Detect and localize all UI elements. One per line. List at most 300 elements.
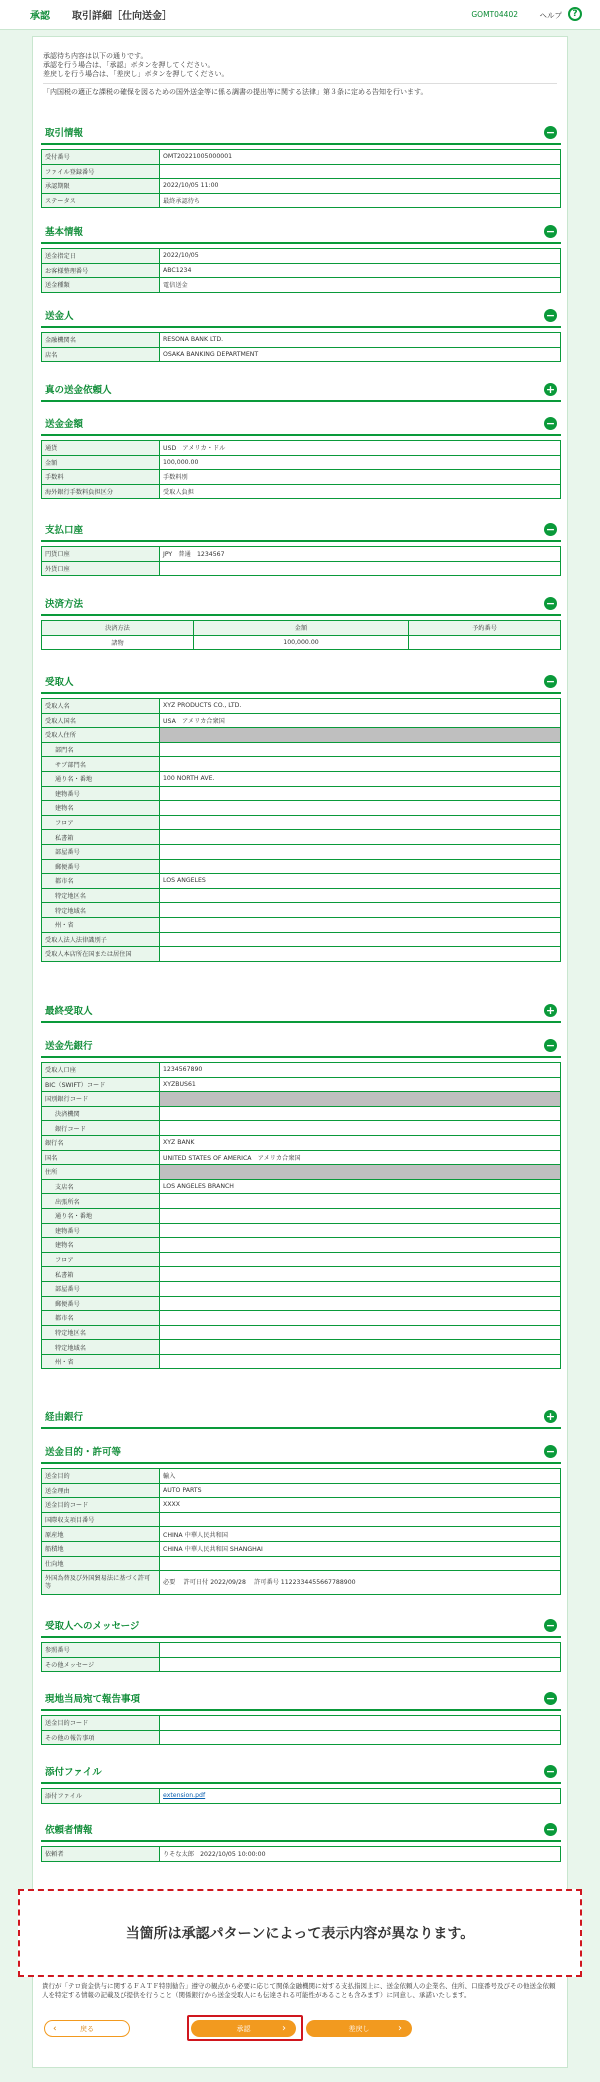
field-label: 郵便番号 [42,859,160,874]
reject-button[interactable] [306,2020,412,2037]
back-button-label: 戻る [80,2024,94,2033]
field-label: 原産地 [42,1527,160,1542]
table-row [42,1340,561,1355]
field-label: 州・省 [42,917,160,932]
field-label: その他メッセージ [42,1657,160,1672]
section-header[interactable] [41,1440,561,1464]
field-label: 受付番号 [42,150,160,165]
field-label: 受取人口座 [42,1063,160,1078]
field-value: XYZBUS61 [160,1077,561,1092]
field-label: 都市名 [42,874,160,889]
approve-button[interactable] [191,2020,296,2037]
table-row [42,1063,561,1078]
section-header[interactable] [41,1405,561,1429]
section-header[interactable] [41,1614,561,1638]
field-label: 送金目的コード [42,1498,160,1513]
field-label: 添付ファイル [42,1789,160,1804]
field-label: 受取人法人法律識別子 [42,932,160,947]
field-label: 承認期限 [42,179,160,194]
field-value [160,1512,561,1527]
field-value: 100,000.00 [160,455,561,470]
table-row [42,1469,561,1484]
section-title: 決済方法 [45,599,84,610]
field-label: フロア [42,1252,160,1267]
field-value [160,1657,561,1672]
field-value: AUTO PARTS [160,1483,561,1498]
back-button[interactable] [44,2020,130,2037]
table-row [42,728,561,743]
field-label: 特定地域名 [42,903,160,918]
table-row [42,1106,561,1121]
field-value [160,801,561,816]
table-row [42,484,561,499]
table-row [42,1092,561,1107]
field-value: XYZ PRODUCTS CO., LTD. [160,699,561,714]
field-value [160,742,561,757]
field-value: OSAKA BANKING DEPARTMENT [160,347,561,362]
section-torihiki [41,121,561,208]
table-row [42,455,561,470]
field-value: OMT20221005000001 [160,150,561,165]
top-bar [0,0,600,30]
field-label: 建物番号 [42,1223,160,1238]
section-header[interactable] [41,518,561,542]
table-row [42,249,561,264]
table-row [42,441,561,456]
field-label: 州・省 [42,1354,160,1369]
attachment-link[interactable]: extension.pdf [163,1792,206,1800]
field-label: 銀行名 [42,1135,160,1150]
field-value [160,830,561,845]
section-keiyu [41,1405,561,1429]
collapse-icon[interactable]: − [545,1691,556,1705]
collapse-icon[interactable]: − [545,416,556,430]
field-value: UNITED STATES OF AMERICA アメリカ合衆国 [160,1150,561,1165]
table-row [42,815,561,830]
section-title: 取引情報 [45,128,84,139]
field-value [160,1165,561,1180]
field-value [160,903,561,918]
field-label: 海外銀行手数料負担区分 [42,484,160,499]
table-cell: 100,000.00 [193,635,408,650]
field-label: 受取人名 [42,699,160,714]
field-label: 店名 [42,347,160,362]
collapse-icon[interactable]: − [545,674,556,688]
section-title: 真の送金依頼人 [45,385,112,396]
page-title: 承認 [30,11,50,22]
section-header[interactable] [41,592,561,616]
collapse-icon[interactable]: − [545,596,556,610]
section-genchi [41,1687,561,1745]
table-row [42,1281,561,1296]
genchi-table [41,1715,561,1745]
table-row [42,547,561,562]
table-row [42,150,561,165]
expand-icon[interactable]: + [545,1409,556,1423]
field-value: LOS ANGELES [160,874,561,889]
torihiki-table [41,149,561,208]
section-header[interactable] [41,1034,561,1058]
table-row [42,1556,561,1571]
field-label: 手数料 [42,470,160,485]
field-label: 部屋番号 [42,1281,160,1296]
field-value: 必要 許可日付 2022/09/28 許可番号 1122334455667788900 [160,1571,561,1595]
section-title: 支払口座 [45,525,84,536]
field-label: ステータス [42,193,160,208]
uketori-table [41,698,561,962]
field-value [160,561,561,576]
field-label: 特定地域名 [42,1340,160,1355]
field-label: 送金目的コード [42,1716,160,1731]
table-row [42,1135,561,1150]
soukinsaki-table [41,1062,561,1369]
collapse-icon[interactable]: − [545,1618,556,1632]
section-title: 最終受取人 [45,1006,93,1017]
field-label: お客様整理番号 [42,263,160,278]
table-row [42,1325,561,1340]
table-row [42,1194,561,1209]
table-row [42,179,561,194]
field-value [160,1296,561,1311]
intro-line: 差戻しを行う場合は、「差戻し」ボタンを押してください。 [43,70,229,78]
section-mokuteki [41,1440,561,1595]
table-row [42,699,561,714]
chevron-right-icon: › [398,2023,402,2034]
table-row [42,347,561,362]
field-label: 受取人住所 [42,728,160,743]
field-label: 船積地 [42,1541,160,1556]
section-kingaku [41,412,561,499]
field-value [160,757,561,772]
field-value [160,1643,561,1658]
field-value [160,844,561,859]
field-label: 部屋番号 [42,844,160,859]
table-row [42,801,561,816]
section-title: 添付ファイル [45,1767,102,1778]
field-value: LOS ANGELES BRANCH [160,1179,561,1194]
field-label: 通り名・番地 [42,1208,160,1223]
section-tenpu [41,1760,561,1804]
table-row [42,932,561,947]
field-value [160,1354,561,1369]
section-kihon [41,220,561,293]
table-row [42,844,561,859]
section-saishu [41,999,561,1023]
field-value [160,786,561,801]
field-value [160,947,561,962]
intro-line: 承認待ち内容は以下の通りです。 [43,52,148,60]
field-label: 国際収支項目番号 [42,1512,160,1527]
section-uketori [41,670,561,962]
field-label: 郵便番号 [42,1296,160,1311]
field-label: その他の報告事項 [42,1730,160,1745]
field-label: フロア [42,815,160,830]
section-header[interactable] [41,999,561,1023]
mokuteki-table [41,1468,561,1595]
section-soukinsaki [41,1034,561,1369]
table-row [42,786,561,801]
table-row [42,1643,561,1658]
irai-table [41,1846,561,1862]
kessai-table [41,620,561,650]
field-value [160,1789,561,1804]
expand-icon[interactable]: + [545,1003,556,1017]
table-row [42,1498,561,1513]
section-title: 送金先銀行 [45,1041,93,1052]
section-header[interactable] [41,670,561,694]
help-icon[interactable]: ? [568,7,582,21]
field-value: 輸入 [160,1469,561,1484]
field-value [160,888,561,903]
collapse-icon[interactable]: − [545,224,556,238]
expand-icon[interactable]: + [545,382,556,396]
section-shin [41,378,561,402]
field-value: RESONA BANK LTD. [160,333,561,348]
field-value [160,1267,561,1282]
table-row [42,1121,561,1136]
field-label: 金額 [42,455,160,470]
field-label: 支店名 [42,1179,160,1194]
field-label: 外国為替及び外国貿易法に基づく許可等 [42,1571,160,1595]
field-label: 送金目的 [42,1469,160,1484]
field-value [160,1325,561,1340]
field-value [160,1716,561,1731]
table-row [42,888,561,903]
field-label: 特定地区名 [42,888,160,903]
table-row [42,1657,561,1672]
field-label: 建物名 [42,1238,160,1253]
field-label: 受取人国名 [42,713,160,728]
table-row [42,1223,561,1238]
screen-code: GOMT04402 [471,10,518,19]
column-header: 予約番号 [409,621,561,636]
table-row [42,193,561,208]
section-header[interactable] [41,1687,561,1711]
table-row [42,1730,561,1745]
table-row [42,1527,561,1542]
table-row [42,1541,561,1556]
field-label: 私書箱 [42,830,160,845]
field-label: ファイル登録番号 [42,164,160,179]
field-label: 通り名・番地 [42,771,160,786]
field-label: 仕向地 [42,1556,160,1571]
table-row [42,903,561,918]
table-row [42,1077,561,1092]
help-link[interactable]: ヘルプ [539,11,562,20]
field-value: JPY 普通 1234567 [160,547,561,562]
kihon-table [41,248,561,293]
table-row [42,1208,561,1223]
field-value [160,1194,561,1209]
chevron-left-icon: ‹ [53,2023,57,2034]
field-value [160,859,561,874]
reject-button-label: 差戻し [348,2024,370,2033]
section-header[interactable] [41,1760,561,1784]
table-row [42,757,561,772]
section-title: 受取人へのメッセージ [45,1621,140,1632]
field-label: 私書箱 [42,1267,160,1282]
field-value [160,1092,561,1107]
field-value [160,815,561,830]
field-label: 送金理由 [42,1483,160,1498]
field-label: 建物番号 [42,786,160,801]
field-value: りそな太郎 2022/10/05 10:00:00 [160,1847,561,1862]
section-title: 現地当局宛て報告事項 [45,1694,141,1705]
section-title: 経由銀行 [45,1412,84,1423]
section-soukinnin [41,304,561,362]
field-value [160,1730,561,1745]
field-label: 部門名 [42,742,160,757]
page-subtitle: 取引詳細［仕向送金］ [72,11,172,22]
section-title: 受取人 [45,677,74,688]
field-label: 国名 [42,1150,160,1165]
table-row [42,947,561,962]
table-row [42,263,561,278]
field-label: 住所 [42,1165,160,1180]
table-row [42,1571,561,1595]
table-row [42,874,561,889]
section-header[interactable] [41,220,561,244]
field-value: CHINA 中華人民共和国 SHANGHAI [160,1541,561,1556]
fatf-consent-note: 貴行が「テロ資金供与に関するＦＡＴＦ特別勧告」遵守の観点から必要に応じて関係金融機関に対する支払指図上に、送金依頼人の企業名、住所、口座番号及びその他送金依頼人を特定する情報の記載及び提供を行うこと（関係銀行から送金受取人にも伝達される可能性があることも含みます）に同意し、承諾いたします。 [42,1982,556,1999]
approve-button-label: 承認 [236,2024,251,2033]
field-label: 通貨 [42,441,160,456]
tenpu-table [41,1788,561,1804]
field-value: 1234567890 [160,1063,561,1078]
field-value: 電信送金 [160,278,561,293]
field-label: BIC（SWIFT）コード [42,1077,160,1092]
table-row [42,830,561,845]
section-message [41,1614,561,1672]
section-header[interactable] [41,304,561,328]
field-value: CHINA 中華人民共和国 [160,1527,561,1542]
table-row [42,1165,561,1180]
section-title: 送金目的・許可等 [45,1447,122,1458]
field-label: 受取人本店所在国または居住国 [42,947,160,962]
field-value [160,1238,561,1253]
field-value [160,1223,561,1238]
field-value: ABC1234 [160,263,561,278]
field-value [160,1208,561,1223]
section-title: 送金金額 [45,419,84,430]
field-label: 都市名 [42,1311,160,1326]
table-row [42,1150,561,1165]
shiharai-table [41,546,561,576]
field-label: 送金種類 [42,278,160,293]
chevron-right-icon: › [282,2023,286,2034]
intro-note: 「内国税の適正な課税の確保を図るための国外送金等に係る調書の提出等に関する法律」第３条に定める告知を行います。 [43,83,557,97]
table-row [42,1716,561,1731]
section-irai [41,1818,561,1862]
field-label: サブ部門名 [42,757,160,772]
field-label: 特定地区名 [42,1325,160,1340]
field-value: 手数料別 [160,470,561,485]
intro-text [33,37,567,97]
field-value: 2022/10/05 [160,249,561,264]
table-row [42,164,561,179]
field-value [160,1121,561,1136]
field-value [160,164,561,179]
table-row [42,859,561,874]
table-row [42,1483,561,1498]
collapse-icon[interactable]: − [545,522,556,536]
column-header: 金額 [193,621,408,636]
soukinnin-table [41,332,561,362]
section-header[interactable] [41,1818,561,1842]
collapse-icon[interactable]: − [545,1822,556,1836]
collapse-icon[interactable]: − [545,1038,556,1052]
table-row [42,742,561,757]
section-header[interactable] [41,378,561,402]
field-value [160,1281,561,1296]
field-label: 国別銀行コード [42,1092,160,1107]
table-row [42,713,561,728]
field-value: XYZ BANK [160,1135,561,1150]
table-row [42,1847,561,1862]
field-value [160,932,561,947]
table-row [42,1311,561,1326]
collapse-icon[interactable]: − [545,125,556,139]
field-value: 2022/10/05 11:00 [160,179,561,194]
table-row [42,278,561,293]
table-row [42,771,561,786]
intro-line: 承認を行う場合は、「承認」ボタンを押してください。 [43,61,215,69]
field-value: XXXX [160,1498,561,1513]
table-row [42,917,561,932]
collapse-icon[interactable]: − [545,1764,556,1778]
main-card [32,36,568,2068]
field-label: 決済機関 [42,1106,160,1121]
table-row [42,1789,561,1804]
section-header[interactable] [41,412,561,436]
table-cell: 諸物 [42,635,194,650]
field-value [160,1340,561,1355]
field-value: 受取人負担 [160,484,561,499]
field-value [160,1556,561,1571]
collapse-icon[interactable]: − [545,1444,556,1458]
field-label: 出張所名 [42,1194,160,1209]
field-label: 依頼者 [42,1847,160,1862]
section-title: 送金人 [45,311,74,322]
section-kessai [41,592,561,650]
kingaku-table [41,440,561,499]
field-value [160,917,561,932]
table-row [42,470,561,485]
table-row [42,1252,561,1267]
message-table [41,1642,561,1672]
table-row [42,1238,561,1253]
table-row [42,1179,561,1194]
table-row [42,1512,561,1527]
field-label: 銀行コード [42,1121,160,1136]
collapse-icon[interactable]: − [545,308,556,322]
field-label: 円貨口座 [42,547,160,562]
field-value: USA アメリカ合衆国 [160,713,561,728]
approval-pattern-notice: 当箇所は承認パターンによって表示内容が異なります。 [18,1889,582,1977]
column-header: 決済方法 [42,621,194,636]
field-value: USD アメリカ・ドル [160,441,561,456]
section-shiharai [41,518,561,576]
section-header[interactable] [41,121,561,145]
field-value [160,1106,561,1121]
field-value: 100 NORTH AVE. [160,771,561,786]
field-label: 金融機関名 [42,333,160,348]
field-value [160,728,561,743]
table-row [42,1354,561,1369]
table-row [42,1296,561,1311]
table-row [42,1267,561,1282]
field-label: 送金指定日 [42,249,160,264]
